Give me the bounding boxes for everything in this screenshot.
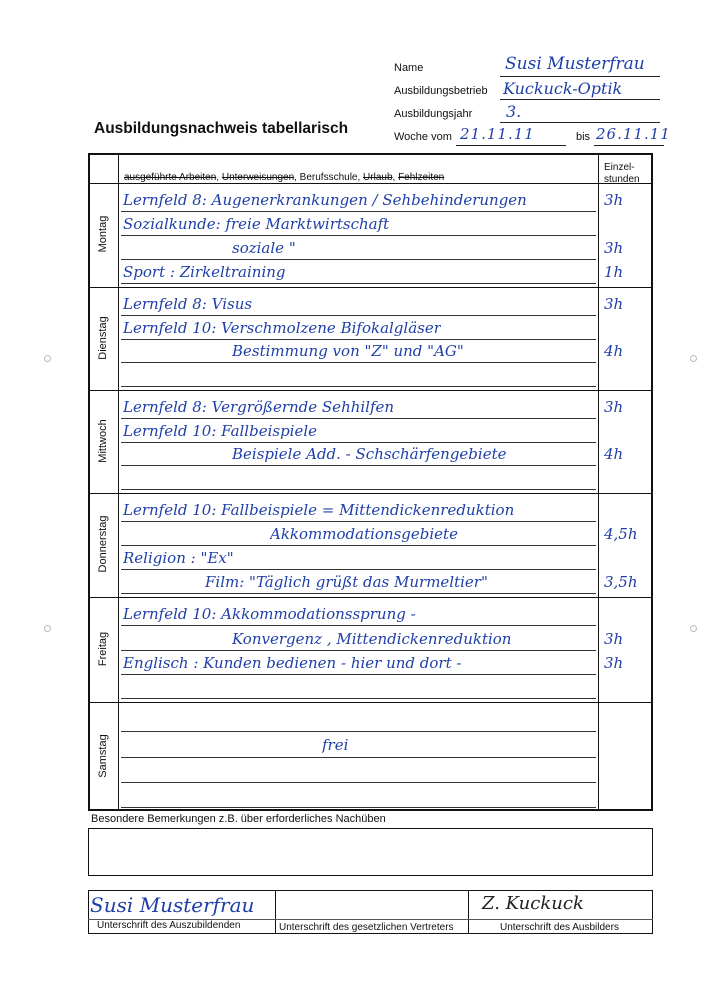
header-term: , Berufsschule, [294,172,364,183]
day-row-divider [88,390,653,391]
name-value: Susi Musterfrau [505,54,645,74]
ruled-line [121,782,596,783]
ruled-line [121,593,596,594]
entry-text: Lernfeld 8: Augenerkrankungen / Sehbehinderungen [123,191,527,209]
struck-header-term: Fehlzeiten [398,172,445,183]
trainee-signature: Susi Musterfrau [90,893,255,917]
year-label: Ausbildungsjahr [394,108,473,120]
ruled-line [121,698,596,699]
guardian-signature-caption: Unterschrift des gesetzlichen Vertreters [279,922,454,933]
remarks-label: Besondere Bemerkungen z.B. über erforderliches Nachüben [91,813,386,825]
hours-value: 3h [604,191,624,209]
header-term: , [216,172,222,183]
signature-divider [275,890,276,934]
entry-text: Lernfeld 8: Vergrößernde Sehhilfen [123,397,395,416]
entry-text: Lernfeld 10: Fallbeispiele = Mittendickenreduktion [123,501,515,519]
ruled-line [121,569,596,570]
ruled-line [121,465,596,466]
header-term: , [392,172,399,183]
entry-text: Lernfeld 8: Visus [123,294,253,313]
entry-text: soziale " [232,239,296,257]
week-to-underline [594,145,664,146]
company-underline [500,99,660,100]
entry-text: Lernfeld 10: Fallbeispiele [123,421,318,440]
punch-hole-mark [690,625,697,632]
day-label-samstag: Samstag [97,733,109,778]
ruled-line [121,362,596,363]
entry-text: Englisch : Kunden bedienen - hier und dort - [123,653,462,672]
ruled-line [121,235,596,236]
week-from-value: 21.11.11 [460,125,535,143]
ruled-line [121,674,596,675]
company-value: Kuckuck-Optik [503,79,623,98]
hours-value: 3h [604,653,624,672]
ruled-line [121,489,596,490]
hours-value: 4,5h [604,525,638,543]
ruled-line [121,807,596,808]
hours-column-header: Einzel- stunden [604,162,640,185]
entry-text: frei [322,736,349,754]
hours-value: 3h [604,629,624,648]
entry-text: Sport : Zirkeltraining [123,263,286,281]
entry-text: Lernfeld 10: Verschmolzene Bifokalgläser [123,318,441,337]
remarks-box[interactable] [88,828,653,876]
activity-column-header [124,172,444,183]
trainee-signature-caption: Unterschrift des Auszubildenden [97,920,241,931]
entry-text: Beispiele Add. - Schschärfengebiete [232,445,507,464]
table-header-divider [88,183,653,184]
hours-value: 4h [604,445,624,464]
week-from-label: Woche vom [394,131,452,143]
week-to-label: bis [576,131,591,143]
entry-text: Akkommodationsgebiete [270,525,458,543]
struck-header-term: Unterweisungen [221,172,295,183]
entry-text: Sozialkunde: freie Marktwirtschaft [123,215,390,233]
weekly-table [88,153,653,811]
punch-hole-mark [690,355,697,362]
signature-divider [468,890,469,934]
year-value: 3. [506,102,522,121]
entry-text: Lernfeld 10: Akkommodationssprung - [123,605,416,624]
day-row-divider [88,702,653,703]
punch-hole-mark [44,625,51,632]
ruled-line [121,386,596,387]
day-label-dienstag: Dienstag [97,315,109,360]
ruled-line [121,418,596,419]
entry-text: Religion : "Ex" [123,549,234,567]
punch-hole-mark [44,355,51,362]
document-title: Ausbildungsnachweis tabellarisch [94,120,349,137]
hours-value: 4h [604,342,624,361]
name-underline [500,76,660,77]
ruled-line [121,339,596,340]
hours-value: 1h [604,263,624,281]
week-to-value: 26.11.11 [596,125,671,143]
week-from-underline [456,145,566,146]
trainer-signature-caption: Unterschrift des Ausbilders [500,922,619,933]
ruled-line [121,650,596,651]
ruled-line [121,211,596,212]
entry-text: Konvergenz , Mittendickenreduktion [232,629,512,648]
struck-header-term: Urlaub [363,172,393,183]
ruled-line [121,731,596,732]
struck-header-term: ausgeführte Arbeiten [124,172,217,183]
hours-value: 3h [604,239,624,257]
entry-text: Bestimmung von "Z" und "AG" [232,342,464,361]
company-label: Ausbildungsbetrieb [394,85,488,97]
hours-value: 3h [604,397,624,416]
year-underline [500,122,660,123]
ruled-line [121,757,596,758]
day-row-divider [88,287,653,288]
name-label: Name [394,62,424,74]
entry-text: Film: "Täglich grüßt das Murmeltier" [205,573,488,591]
ruled-line [121,545,596,546]
day-label-montag: Montag [97,215,109,253]
day-column-divider [118,153,119,811]
ruled-line [121,315,596,316]
hours-column-divider [598,153,599,811]
hours-value: 3,5h [604,573,638,591]
ruled-line [121,259,596,260]
ruled-line [121,521,596,522]
day-label-donnerstag: Donnerstag [97,515,109,573]
ruled-line [121,442,596,443]
day-label-freitag: Freitag [97,631,109,666]
day-row-divider [88,597,653,598]
ruled-line [121,625,596,626]
day-row-divider [88,493,653,494]
hours-value: 3h [604,294,624,313]
ruled-line [121,283,596,284]
day-label-mittwoch: Mittwoch [97,418,109,463]
trainer-signature: Z. Kuckuck [482,893,584,914]
